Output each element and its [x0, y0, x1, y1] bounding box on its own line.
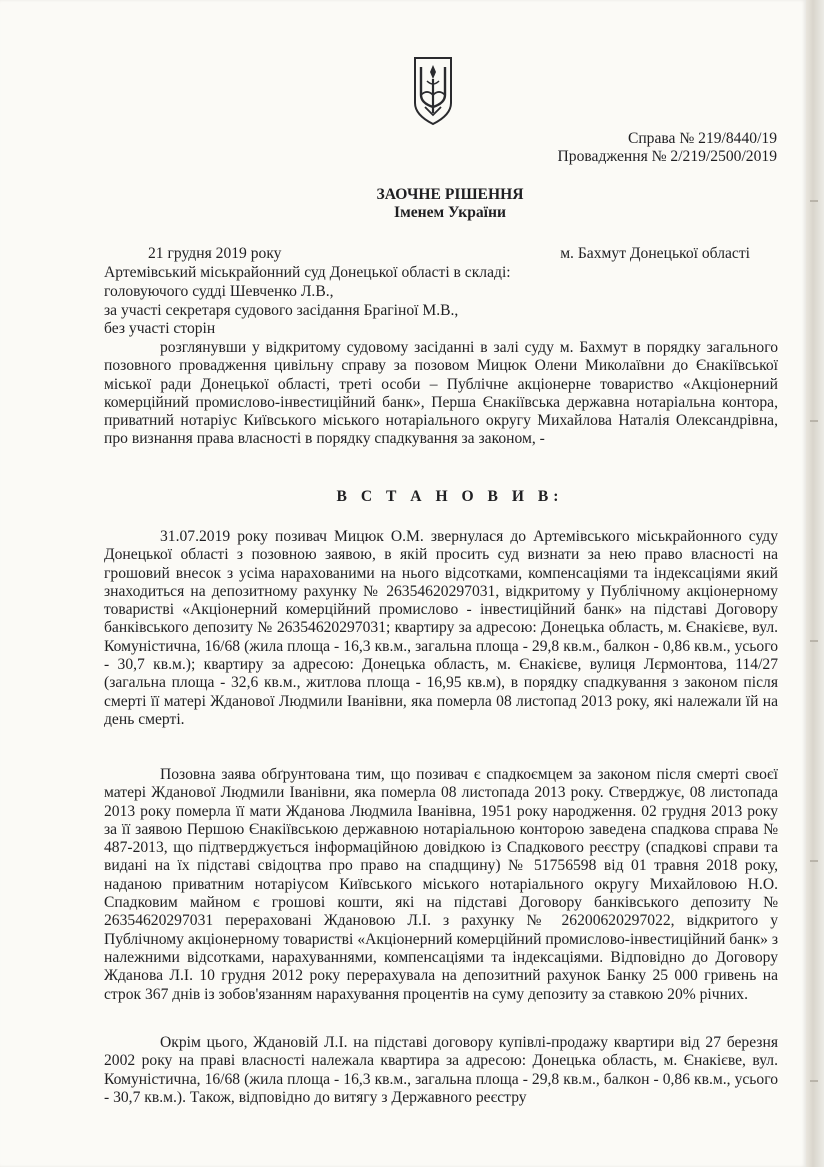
judge-line: головуючого судді Шевченко Л.В.,	[104, 283, 334, 300]
established-heading: В С Т А Н О В И В:	[336, 488, 564, 505]
paragraph-3: Окрім цього, Ждановій Л.І. на підставі договору купівлі-продажу квартири від 27 березня 2002 року на праві власності належала квартира за адресою: Донецька область, м. Єнакієве, вул. Комуністична, 16/68 (жила площа - 16,3 кв.м., загальна площа - 29,8 кв.м., балкон - 0,86 кв.м., усього - 30,7 кв.м.). Також, відповідно до витягу з Державного реєстру	[104, 1034, 778, 1106]
court-line: Артемівський міськрайонний суд Донецької області в складі:	[104, 264, 511, 281]
decision-subtitle: Іменем України	[394, 204, 506, 221]
parties-line: без участі сторін	[104, 320, 216, 337]
secretary-line: за участі секретаря судового засідання Брагіної М.В.,	[104, 302, 459, 319]
trident-emblem-icon	[411, 55, 455, 127]
paragraph-1: 31.07.2019 року позивач Мицюк О.М. звернулася до Артемівського міськрайонного суду Донецької області з позовною заявою, в якій просить суд визнати за нею право власності на грошовий внесок з усіма нарахованими на нього відсотками, компенсаціями та індексаціями який знаходиться на депозитному рахунку № 26354620297031, відкритому у Публічному акціонерному товаристві «Акціонерний комерційний промислово - інвестиційний банк» на підставі Договору банківського депозиту № 26354620297031; квартиру за адресою: Донецька область, м. Єнакієве, вул. Комуністична, 16/68 (жила площа - 16,3 кв.м., загальна площа - 29,8 кв.м., балкон - 0,86 кв.м., усього - 30,7 кв.м.); квартиру за адресою: Донецька область, м. Єнакієве, вулиця Лєрмонтова, 114/27 (загальна площа - 32,6 кв.м., житлова площа - 16,95 кв.м), в порядку спадкування з законом після смерті її матері Жданової Людмили Іванівни, яка померла 08 листопад 2013 року, які належали їй на день смерті.	[104, 528, 778, 728]
proceeding-number: Провадження № 2/219/2500/2019	[557, 148, 777, 165]
paragraph-2: Позовна заява обґрунтована тим, що позивач є спадкоємцем за законом після смерті своєї матері Жданової Людмили Іванівни, яка померла 08 листопада 2013 року. Стверджує, 08 листопада 2013 року померла її мати Жданова Людмила Іванівна, 1951 року народження. 02 грудня 2013 року за її заявою Першою Єнакіївською державною нотаріальною конторою заведена спадкова справа № 487-2013, що підтверджується інформаційною довідкою із Спадкового реєстру (спадкові справи та видані на їх підставі свідоцтва про право на спадщину) № 51756598 від 01 травня 2018 року, наданою приватним нотаріусом Київського міського нотаріального округу Михайловою Н.О. Спадковим майном є грошові кошти, які на підставі Договору банківського депозиту № 26354620297031 перераховані Ждановою Л.І. з рахунку № 26200620297022, відкритого у Публічному акціонерному товаристві «Акціонерний комерційний промислово-інвестиційний банк» з належними відсотками, нарахуваннями, компенсаціями та індексаціями. Відповідно до Договору Жданова Л.І. 10 грудня 2012 року перерахувала на депозитний рахунок Банку 25 000 гривень на строк 367 днів із зобов'язанням нарахування процентів на суму депозиту за ставкою 20% річних.	[104, 766, 778, 1003]
considered-paragraph: розглянувши у відкритому судовому засіданні в залі суду м. Бахмут в порядку загального позовного провадження цивільну справу за позовом Мицюк Олени Миколаївни до Єнакіївської міської ради Донецької області, треті особи – Публічне акціонерне товариство «Акціонерний комерційний промислово-інвестиційний банк», Перша Єнакіївська державна нотаріальна контора, приватний нотаріус Київського міського нотаріального округу Михайлова Наталія Олександрівна, про визнання права власності в порядку спадкування за законом, -	[104, 339, 778, 448]
case-number: Справа № 219/8440/19	[627, 130, 777, 147]
decision-date: 21 грудня 2019 року	[148, 245, 282, 262]
decision-place: м. Бахмут Донецької області	[560, 245, 750, 262]
binding-edge	[806, 0, 824, 1167]
decision-title: ЗАОЧНЕ РІШЕННЯ	[376, 186, 524, 203]
